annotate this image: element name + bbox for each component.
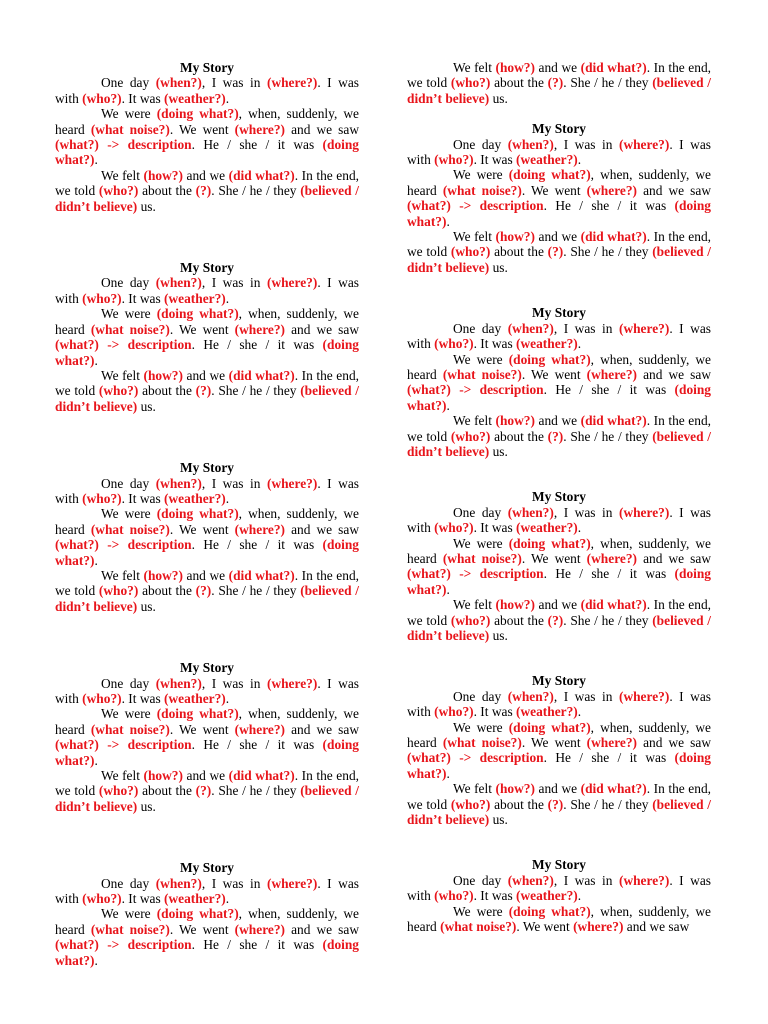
left-column xyxy=(55,60,359,1014)
story-paragraph-3: We felt (how?) and we (did what?). In the end, we told (who?) about the (?). She / he / they (believed / didn’t believe) us. xyxy=(407,413,711,459)
story-block xyxy=(407,489,711,643)
story-title: My Story xyxy=(180,860,234,876)
story-title: My Story xyxy=(532,305,586,321)
story-paragraph-1: One day (when?), I was in (where?). I was with (who?). It was (weather?). xyxy=(55,275,359,306)
story-paragraph-3: We felt (how?) and we (did what?). In the end, we told (who?) about the (?). She / he / they (believed / didn’t believe) us. xyxy=(407,229,711,275)
story-paragraph-2: We were (doing what?), when, suddenly, we heard (what noise?). We went (where?) and we saw (what?) -> description. He / she / it was (doing what?). xyxy=(407,351,712,413)
story-paragraph-2: We were (doing what?), when, suddenly, we heard (what noise?). We went (where?) and we saw (what?) -> description. He / she / it was (doing what?). xyxy=(55,506,360,568)
story-block xyxy=(407,673,711,827)
story-title: My Story xyxy=(532,857,586,873)
story-paragraph-1: One day (when?), I was in (where?). I was with (who?). It was (weather?). xyxy=(55,875,359,907)
story-block xyxy=(55,460,359,614)
story-paragraph-1: One day (when?), I was in (where?). I was with (who?). It was (weather?). xyxy=(407,136,711,168)
story-paragraph-3: We felt (how?) and we (did what?). In the end, we told (who?) about the (?). She / he / they (believed / didn’t believe) us. xyxy=(55,367,359,414)
story-paragraph-1: One day (when?), I was in (where?). I was with (who?). It was (weather?). xyxy=(407,688,711,720)
story-title: My Story xyxy=(180,60,234,75)
story-paragraph-3: We felt (how?) and we (did what?). In the end, we told (who?) about the (?). She / he / they (believed / didn’t believe) us. xyxy=(55,167,359,214)
story-block xyxy=(407,305,711,459)
story-paragraph-2: We were (doing what?), when, suddenly, we heard (what noise?). We went (where?) and we saw (what?) -> description. He / she / it was (doing what?). xyxy=(407,719,712,781)
story-paragraph-1: One day (when?), I was in (where?). I was with (who?). It was (weather?). xyxy=(55,675,359,706)
story-paragraph-2: We were (doing what?), when, suddenly, we heard (what noise?). We went (where?) and we saw (what?) -> description. He / she / it was (doing what?). xyxy=(407,167,712,229)
story-paragraph-3: We felt (how?) and we (did what?). In the end, we told (who?) about the (?). She / he / they (believed / didn’t believe) us. xyxy=(407,781,711,828)
story-paragraph-2: We were (doing what?), when, suddenly, we heard (what noise?). We went (where?) and we saw (what?) -> description. He / she / it was (doing what?). xyxy=(55,706,360,768)
story-block xyxy=(55,660,359,814)
story-paragraph-1: One day (when?), I was in (where?). I was with (who?). It was (weather?). xyxy=(407,504,711,536)
story-paragraph-2: We were (doing what?), when, suddenly, we heard (what noise?). We went (where?) and we saw (what?) -> description. He / she / it was (doing what?). xyxy=(407,535,712,597)
right-column xyxy=(407,60,711,965)
story-title: My Story xyxy=(532,489,586,505)
story-paragraph-2: We were (doing what?), when, suddenly, we heard (what noise?). We went (where?) and we saw xyxy=(407,903,712,935)
story-paragraph-2: We were (doing what?), when, suddenly, we heard (what noise?). We went (where?) and we saw (what?) -> description. He / she / it was (doing what?). xyxy=(55,906,360,968)
story-title: My Story xyxy=(180,660,234,676)
story-paragraph-2: We were (doing what?), when, suddenly, we heard (what noise?). We went (where?) and we saw (what?) -> description. He / she / it was (doing what?). xyxy=(55,106,360,168)
story-block xyxy=(55,860,359,968)
story-paragraph-1: One day (when?), I was in (where?). I was with (who?). It was (weather?). xyxy=(55,75,359,106)
story-title: My Story xyxy=(180,460,234,476)
story-block xyxy=(55,60,359,214)
story-block xyxy=(407,121,711,275)
story-title: My Story xyxy=(180,260,234,276)
story-block xyxy=(407,857,711,934)
story-paragraph-1: One day (when?), I was in (where?). I was with (who?). It was (weather?). xyxy=(55,475,359,506)
story-block xyxy=(55,260,359,414)
story-paragraph-3: We felt (how?) and we (did what?). In the end, we told (who?) about the (?). She / he / they (believed / didn’t believe) us. xyxy=(55,567,359,614)
story-title: My Story xyxy=(532,673,586,689)
story-paragraph-3: We felt (how?) and we (did what?). In the end, we told (who?) about the (?). She / he / they (believed / didn’t believe) us. xyxy=(407,597,711,643)
story-title: My Story xyxy=(532,121,586,137)
story-paragraph-3: We felt (how?) and we (did what?). In the end, we told (who?) about the (?). She / he / they (believed / didn’t believe) us. xyxy=(407,60,711,106)
story-continuation xyxy=(407,60,711,106)
story-paragraph-1: One day (when?), I was in (where?). I was with (who?). It was (weather?). xyxy=(407,872,711,904)
story-paragraph-2: We were (doing what?), when, suddenly, we heard (what noise?). We went (where?) and we saw (what?) -> description. He / she / it was (doing what?). xyxy=(55,306,360,368)
story-paragraph-1: One day (when?), I was in (where?). I was with (who?). It was (weather?). xyxy=(407,320,711,352)
story-paragraph-3: We felt (how?) and we (did what?). In the end, we told (who?) about the (?). She / he / they (believed / didn’t believe) us. xyxy=(55,768,359,814)
